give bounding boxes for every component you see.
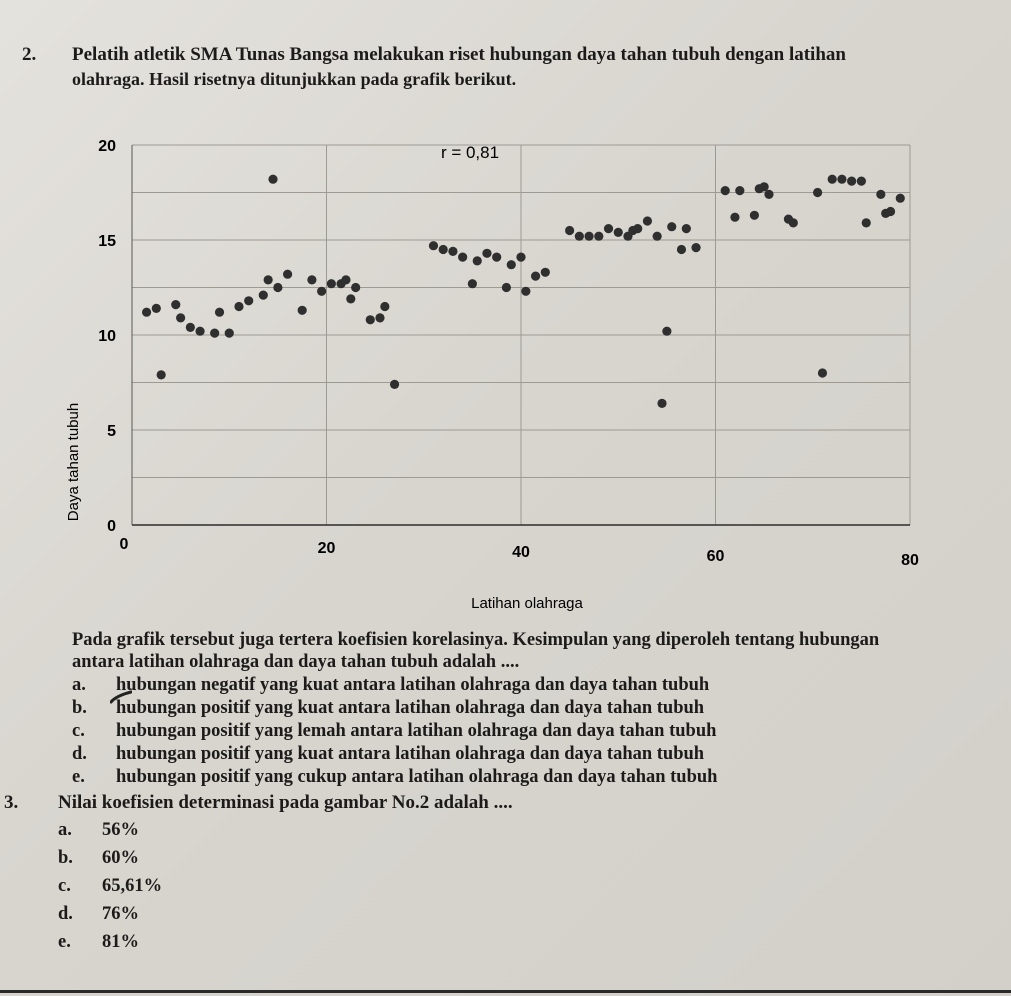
- scatter-point: [828, 175, 837, 184]
- q3-option-a-letter: a.: [58, 820, 72, 840]
- scatter-point: [730, 213, 739, 222]
- scatter-chart: [0, 100, 1011, 620]
- scatter-point: [439, 245, 448, 254]
- q2-option-b[interactable]: [72, 698, 704, 719]
- scatter-point: [565, 226, 574, 235]
- scatter-point: [429, 241, 438, 250]
- scatter-point: [448, 247, 457, 256]
- scatter-point: [268, 175, 277, 184]
- scatter-point: [735, 186, 744, 195]
- y-tick-label: 20: [98, 138, 116, 155]
- scatter-point: [604, 224, 613, 233]
- q2-option-d[interactable]: [72, 744, 704, 765]
- scatter-point: [380, 302, 389, 311]
- scatter-point: [531, 272, 540, 281]
- scatter-point: [633, 224, 642, 233]
- y-tick-label: 15: [98, 233, 116, 250]
- scatter-point: [273, 283, 282, 292]
- q3-option-d-text: 76%: [102, 904, 139, 924]
- question-2-followup-line2: antara latihan olahraga dan daya tahan tubuh adalah ....: [72, 652, 520, 672]
- scatter-point: [847, 177, 856, 186]
- scatter-point: [366, 315, 375, 324]
- y-tick-label: 10: [98, 328, 116, 345]
- q3-option-a[interactable]: [58, 820, 139, 841]
- scatter-point: [152, 304, 161, 313]
- scatter-point: [157, 370, 166, 379]
- scatter-point: [458, 253, 467, 262]
- scatter-point: [575, 232, 584, 241]
- y-tick-label: 5: [107, 423, 116, 440]
- scatter-point: [234, 302, 243, 311]
- q2-option-b-letter: b.: [72, 698, 87, 718]
- q3-option-d-letter: d.: [58, 904, 73, 924]
- scatter-point: [541, 268, 550, 277]
- scatter-point: [682, 224, 691, 233]
- scatter-point: [886, 207, 895, 216]
- q3-option-b-letter: b.: [58, 848, 73, 868]
- q3-option-c[interactable]: [58, 876, 162, 897]
- scatter-point: [760, 182, 769, 191]
- scatter-point: [677, 245, 686, 254]
- scatter-point: [691, 243, 700, 252]
- q2-option-b-text: hubungan positif yang kuat antara latihan olahraga dan daya tahan tubuh: [116, 698, 705, 718]
- scatter-point: [876, 190, 885, 199]
- q2-option-d-text: hubungan positif yang kuat antara latihan olahraga dan daya tahan tubuh: [116, 744, 705, 764]
- x-tick-label: 40: [512, 544, 530, 561]
- scatter-point: [225, 329, 234, 338]
- x-tick-label: 20: [317, 540, 336, 557]
- q2-option-c-text: hubungan positif yang lemah antara latihan olahraga dan daya tahan tubuh: [116, 721, 717, 741]
- q2-option-a[interactable]: [72, 675, 709, 696]
- scatter-point: [764, 190, 773, 199]
- q3-option-e-letter: e.: [58, 932, 71, 952]
- x-tick-label: 60: [706, 548, 725, 565]
- scatter-point: [327, 279, 336, 288]
- q3-option-e-text: 81%: [102, 932, 139, 952]
- scatter-point: [584, 232, 593, 241]
- scatter-point: [346, 294, 355, 303]
- scatter-point: [653, 232, 662, 241]
- y-axis-label: Daya tahan tubuh: [65, 402, 82, 522]
- scatter-point: [818, 368, 827, 377]
- question-2-number: 2.: [22, 44, 37, 65]
- scatter-point: [662, 327, 671, 336]
- scatter-point: [507, 260, 516, 269]
- scatter-point: [244, 296, 253, 305]
- scatter-point: [390, 380, 399, 389]
- scatter-point: [264, 275, 273, 284]
- q3-option-c-letter: c.: [58, 876, 71, 896]
- q2-option-e-letter: e.: [72, 767, 85, 787]
- scatter-point: [473, 256, 482, 265]
- scatter-point: [857, 177, 866, 186]
- page-bottom-rule: [0, 990, 1011, 993]
- q2-option-c[interactable]: [72, 721, 716, 742]
- question-3-number: 3.: [4, 792, 19, 813]
- q3-option-c-text: 65,61%: [102, 876, 163, 896]
- chart-tick-labels: [98, 138, 919, 569]
- scatter-point: [195, 327, 204, 336]
- q2-option-a-letter: a.: [72, 675, 86, 695]
- scatter-point: [341, 275, 350, 284]
- q3-option-e[interactable]: [58, 932, 139, 953]
- scatter-point: [482, 249, 491, 258]
- scatter-point: [667, 222, 676, 231]
- question-2-followup-line1: Pada grafik tersebut juga tertera koefisien korelasinya. Kesimpulan yang diperoleh tentang hubungan: [72, 630, 880, 650]
- chart-points: [142, 175, 905, 408]
- q3-option-d[interactable]: [58, 904, 139, 925]
- q2-option-c-letter: c.: [72, 721, 85, 741]
- x-axis-label: Latihan olahraga: [471, 595, 583, 612]
- scatter-point: [259, 291, 268, 300]
- correlation-annotation: r = 0,81: [440, 143, 500, 162]
- y-tick-label: 0: [107, 518, 116, 535]
- chart-grid: [132, 145, 910, 525]
- question-2-text-line1: Pelatih atletik SMA Tunas Bangsa melakukan riset hubungan daya tahan tubuh dengan latihan: [72, 44, 846, 65]
- scatter-point: [298, 306, 307, 315]
- scatter-point: [594, 232, 603, 241]
- scatter-point: [750, 211, 759, 220]
- scatter-point: [176, 313, 185, 322]
- scatter-point: [351, 283, 360, 292]
- q3-option-b-text: 60%: [102, 848, 139, 868]
- q2-option-d-letter: d.: [72, 744, 87, 764]
- x-tick-label: 80: [901, 552, 919, 569]
- question-2-text-line2: olahraga. Hasil risetnya ditunjukkan pada grafik berikut.: [72, 69, 517, 89]
- scatter-point: [307, 275, 316, 284]
- scatter-point: [521, 287, 530, 296]
- scatter-point: [657, 399, 666, 408]
- scatter-point: [468, 279, 477, 288]
- q2-option-a-text: hubungan negatif yang kuat antara latihan olahraga dan daya tahan tubuh: [116, 675, 710, 695]
- scatter-point: [837, 175, 846, 184]
- scatter-point: [283, 270, 292, 279]
- scatter-point: [492, 253, 501, 262]
- scatter-point: [375, 313, 384, 322]
- scatter-point: [142, 308, 151, 317]
- scatter-point: [643, 216, 652, 225]
- scatter-point: [317, 287, 326, 296]
- scatter-point: [614, 228, 623, 237]
- scatter-point: [210, 329, 219, 338]
- scatter-point: [186, 323, 195, 332]
- x-tick-label: 0: [119, 536, 129, 553]
- scatter-point: [784, 215, 793, 224]
- scatter-point: [171, 300, 180, 309]
- q3-option-b[interactable]: [58, 848, 139, 869]
- q3-option-a-text: 56%: [102, 820, 139, 840]
- scatter-point: [516, 253, 525, 262]
- scatter-point: [215, 308, 224, 317]
- scatter-point: [862, 218, 871, 227]
- q2-option-e[interactable]: [72, 767, 717, 788]
- q2-option-e-text: hubungan positif yang cukup antara latihan olahraga dan daya tahan tubuh: [116, 767, 718, 787]
- scatter-point: [721, 186, 730, 195]
- scatter-point: [813, 188, 822, 197]
- scatter-point: [896, 194, 905, 203]
- question-3-text: Nilai koefisien determinasi pada gambar No.2 adalah ....: [58, 792, 513, 813]
- scatter-point: [502, 283, 511, 292]
